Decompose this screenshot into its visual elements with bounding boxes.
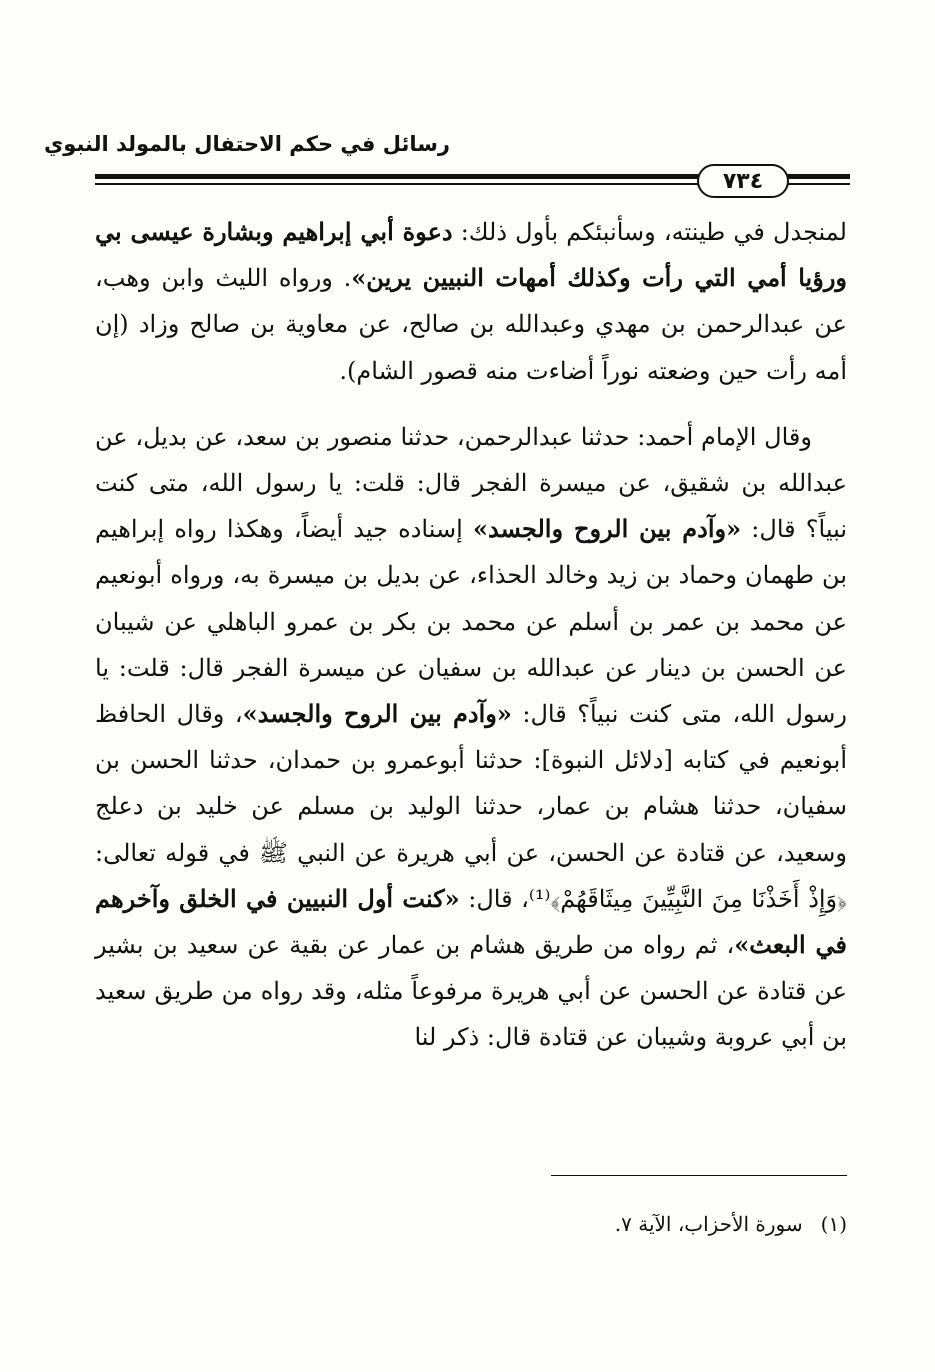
text-run-bold: دعوة أبي إبراهيم وبشارة عيسى بي ورؤيا أمي التي رأت وكذلك أمهات النبيين يرين» bbox=[95, 217, 848, 293]
text-run: ، ثم رواه من طريق هشام بن عمار عن بقية عن سعيد بن بشير عن قتادة عن الحسن عن أبي هريرة مرفوعاً مثله، وقد رواه من طريق سعيد بن أبي عروبة وشيبان عن قتادة قال: ذكر لنا bbox=[95, 931, 847, 1052]
paragraph-2 bbox=[95, 414, 847, 1061]
text-run-bold: «كنت أول النبيين في الخلق وآخرهم في البعث» bbox=[95, 883, 847, 960]
text-run: . ورواه الليث وابن وهب، عن عبدالرحمن بن مهدي وعبدالله بن صالح، عن معاوية بن صالح وزاد (إن أمه رأت حين وضعته نوراً أضاءت منه قصور الشام). bbox=[95, 264, 847, 385]
text-run: وقال الإمام أحمد: حدثنا عبدالرحمن، حدثنا منصور بن سعد، عن بديل، عن عبدالله بن شقيق، عن ميسرة الفجر قال: قلت: يا رسول الله، متى كنت نبياً؟ قال: bbox=[95, 422, 848, 544]
footnote-separator bbox=[551, 1175, 847, 1176]
text-run: ، وقال الحافظ أبونعيم في كتابه [دلائل النبوة]: حدثنا أبوعمرو بن حمدان، حدثنا الحسن بن سفيان، حدثنا هشام بن عمار، حدثنا الوليد بن مسلم عن خليد بن دعلج وسعيد، عن قتادة عن الحسن، عن أبي هريرة عن النبي ﷺ في قوله تعالى: bbox=[95, 700, 847, 867]
paragraph-1 bbox=[95, 209, 847, 394]
footnote-text: سورة الأحزاب، الآية ٧. bbox=[614, 1212, 803, 1236]
text-run: إسناده جيد أيضاً، وهكذا رواه إبراهيم بن طهمان وحماد بن زيد وخالد الحذاء، عن بديل بن ميسرة به، ورواه أبونعيم عن محمد بن عمر بن أسلم عن محمد بن بكر بن عمرو الباهلي عن شيبان عن الحسن بن دينار عن عبدالله بن سفيان عن ميسرة الفجر قال: قلت: يا رسول الله، متى كنت نبياً؟ قال: bbox=[95, 515, 848, 729]
page-number: ٧٣٤ bbox=[697, 164, 789, 198]
text-run: لمنجدل في طينته، وسأنبئكم بأول ذلك: bbox=[452, 218, 847, 246]
quran-verse: ﴿وَإِذْ أَخَذْنَا مِنَ النَّبِيِّينَ مِيثَاقَهُمْ﴾⁽¹⁾ bbox=[528, 884, 847, 913]
body-text bbox=[95, 209, 847, 1061]
footnote bbox=[615, 1212, 847, 1236]
footnote-number: (١) bbox=[820, 1212, 847, 1236]
text-run-bold: «وآدم بين الروح والجسد» bbox=[472, 514, 742, 544]
text-run: ، قال: bbox=[459, 884, 529, 913]
text-run-bold: «وآدم بين الروح والجسد» bbox=[242, 699, 512, 729]
running-header-title: رسائل في حكم الاحتفال بالمولد النبوي bbox=[44, 132, 450, 156]
